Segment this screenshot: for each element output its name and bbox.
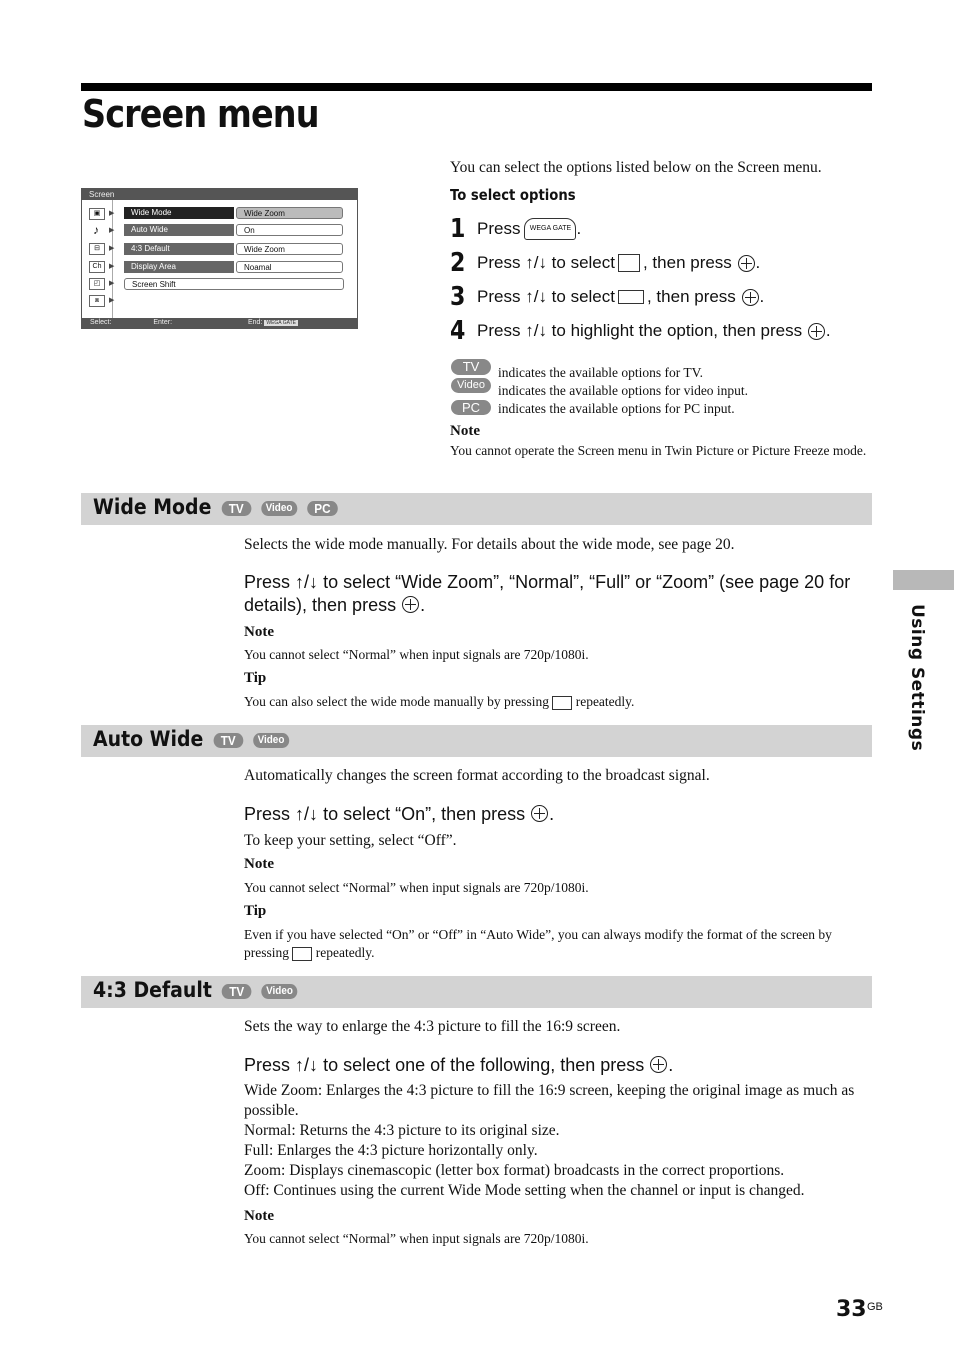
option-item: Normal: Returns the 4:3 picture to its original size.: [244, 1122, 560, 1139]
osd-title: Screen: [89, 190, 115, 199]
sound-icon: ♪: [93, 223, 99, 237]
step-4: 4 Press ↑ / ↓ to highlight the option, then press .: [450, 316, 831, 346]
up-arrow-icon: ↑: [295, 1055, 305, 1075]
pc-badge: PC: [307, 501, 338, 516]
note-label: Note: [450, 423, 480, 439]
tip-label: Tip: [244, 903, 267, 919]
keep-setting-text: To keep your setting, select “Off”.: [244, 832, 457, 849]
down-arrow-icon: ↓: [309, 804, 319, 824]
step-2: 2 Press ↑ / ↓ to select , then press .: [450, 248, 761, 278]
tv-badge: TV: [222, 984, 251, 999]
video-badge: Video: [262, 984, 298, 999]
down-arrow-icon: ↓: [538, 253, 547, 272]
down-arrow-icon: ↓: [538, 287, 547, 306]
osd-row-label: Wide Mode: [124, 207, 234, 219]
section-band-wide-mode: [81, 493, 872, 525]
section-desc: Selects the wide mode manually. For details about the wide mode, see page 20.: [244, 536, 735, 553]
up-arrow-icon: ↑: [295, 804, 305, 824]
screen-icon: ⊟: [89, 243, 105, 255]
up-arrow-icon: ↑: [525, 287, 534, 306]
video-badge: Video: [253, 733, 289, 748]
enter-button-icon: [738, 255, 755, 272]
section-heading: Wide Mode: [93, 495, 212, 519]
note-text: You cannot select “Normal” when input signals are 720p/1080i.: [244, 647, 589, 662]
note-text: You cannot select “Normal” when input signals are 720p/1080i.: [244, 1231, 589, 1246]
section-band-4-3-default: [81, 976, 872, 1008]
side-tab-label: Using Settings: [907, 604, 927, 752]
note-label: Note: [244, 1208, 274, 1224]
option-item: Zoom: Displays cinemascopic (letter box format) broadcasts in the correct proportions.: [244, 1162, 785, 1179]
up-arrow-icon: ↑: [525, 321, 534, 340]
video-badge: Video: [451, 378, 491, 393]
osd-foot-enter: Enter:: [153, 319, 173, 326]
enter-button-icon: [742, 289, 759, 306]
note-text: You cannot select “Normal” when input signals are 720p/1080i.: [244, 880, 589, 895]
tip-text: Even if you have selected “On” or “Off” in “Auto Wide”, you can always modify the format of the screen by pressing repeatedly.: [244, 927, 832, 960]
enter-button-icon: [808, 323, 825, 340]
step-1: 1 Press WEGA GATE .: [450, 214, 582, 244]
down-arrow-icon: ↓: [309, 572, 319, 592]
enter-button-icon: [531, 805, 548, 822]
section-instruction: Press ↑/↓ to select one of the following, then press .: [244, 1055, 674, 1075]
video-badge: Video: [261, 501, 297, 516]
wide-mode-button-icon: [552, 696, 572, 710]
osd-wega-badge: WEGA GATE: [266, 320, 296, 326]
enter-button-icon: [650, 1056, 667, 1073]
osd-row-label: Screen Shift: [124, 278, 344, 290]
legend-text: indicates the available options for video input.: [498, 383, 749, 398]
side-tab-marker: [893, 570, 954, 590]
osd-row-value: Noamal: [236, 261, 343, 273]
section-desc: Sets the way to enlarge the 4:3 picture to fill the 16:9 screen.: [244, 1018, 621, 1035]
tip-text: You can also select the wide mode manually by pressing repeatedly.: [244, 694, 635, 709]
option-item: Wide Zoom: Enlarges the 4:3 picture to fill the 16:9 screen, keeping the original image as much as possible.: [244, 1082, 855, 1119]
osd-row-label: 4:3 Default: [124, 243, 234, 255]
osd-foot-end: End:: [248, 319, 263, 326]
intro-text: You can select the options listed below on the Screen menu.: [450, 159, 822, 176]
enter-button-icon: [402, 596, 419, 613]
tip-label: Tip: [244, 670, 267, 686]
section-instruction: Press ↑/↓ to select “Wide Zoom”, “Normal”, “Full” or “Zoom” (see page 20 for details), then press .: [244, 572, 851, 615]
section-instruction: Press ↑/↓ to select “On”, then press .: [244, 804, 555, 824]
settings-menu-icon: [618, 254, 640, 272]
pip-icon: ◰: [89, 278, 105, 290]
osd-row-value: On: [236, 224, 343, 236]
down-arrow-icon: ↓: [309, 1055, 319, 1075]
osd-foot-select: Select:: [90, 319, 112, 326]
setup-icon: ⧈: [89, 295, 105, 307]
page-number: 33: [836, 1297, 867, 1322]
wide-mode-button-icon: [292, 947, 312, 961]
osd-row-value: Wide Zoom: [236, 207, 343, 219]
note-label: Note: [244, 856, 274, 872]
section-band-auto-wide: [81, 725, 872, 757]
title-rule: [81, 83, 872, 91]
legend-text: indicates the available options for PC input.: [498, 401, 735, 416]
tv-badge: TV: [222, 501, 251, 516]
pc-badge: PC: [451, 400, 491, 415]
tv-badge: TV: [214, 733, 243, 748]
wega-gate-button-icon: WEGA GATE: [524, 218, 576, 240]
option-list: [244, 1081, 869, 1201]
section-heading: Auto Wide: [93, 727, 204, 751]
up-arrow-icon: ↑: [295, 572, 305, 592]
up-arrow-icon: ↑: [525, 253, 534, 272]
down-arrow-icon: ↓: [538, 321, 547, 340]
channel-icon: Ch: [89, 261, 105, 273]
step-3: 3 Press ↑ / ↓ to select , then press .: [450, 282, 765, 312]
osd-row-label: Display Area: [124, 261, 234, 273]
note-label: Note: [244, 624, 274, 640]
screen-menu-icon: [618, 290, 644, 304]
tv-badge: TV: [451, 359, 491, 375]
option-item: Full: Enlarges the 4:3 picture horizontally only.: [244, 1142, 538, 1159]
osd-row-label: Auto Wide: [124, 224, 234, 236]
legend-text: indicates the available options for TV.: [498, 365, 703, 380]
section-heading: 4:3 Default: [93, 978, 212, 1002]
section-desc: Automatically changes the screen format according to the broadcast signal.: [244, 767, 710, 784]
top-note-text: You cannot operate the Screen menu in Twin Picture or Picture Freeze mode.: [450, 443, 867, 458]
screen-menu-illustration: Screen ▣ ♪ ⊟ Ch ◰ ⧈ ▶ ▶ ▶ ▶ ▶ ▶ Wide Mode Wide Zoom Auto Wide On 4:3 Default Wide Zoom Display Area Noamal Screen Shift Select: Enter: End: WEGA GATE: [81, 188, 358, 329]
page-title: Screen menu: [82, 92, 319, 136]
option-item: Off: Continues using the current Wide Mode setting when the channel or input is changed.: [244, 1182, 805, 1199]
picture-icon: ▣: [89, 208, 105, 220]
osd-row-value: Wide Zoom: [236, 243, 343, 255]
to-select-heading: To select options: [450, 186, 576, 204]
page-suffix: GB: [867, 1301, 883, 1313]
